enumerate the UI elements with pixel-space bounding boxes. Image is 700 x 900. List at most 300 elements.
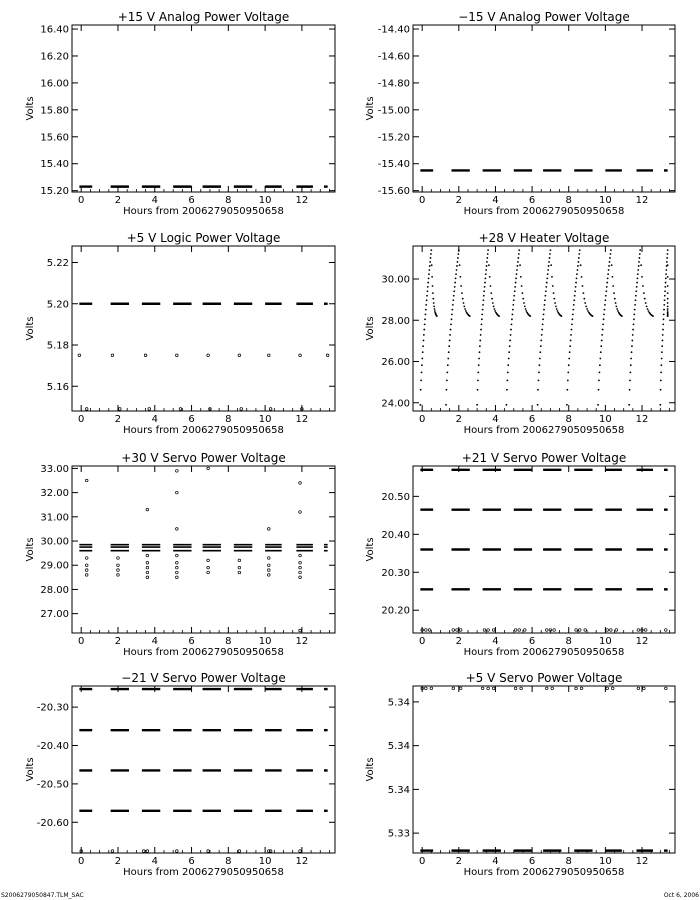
data-point: [425, 629, 428, 632]
data-point: [667, 276, 669, 278]
data-point: [449, 340, 451, 342]
x-tick-label: 8: [565, 195, 572, 206]
x-tick-label: 0: [418, 636, 426, 647]
data-point: [482, 309, 484, 311]
x-tick-label: 8: [565, 636, 572, 647]
data-series-5: [80, 850, 301, 853]
y-tick-label: 5.34: [387, 697, 410, 709]
data-point: [269, 850, 272, 853]
data-point: [494, 310, 496, 312]
data-point: [547, 273, 549, 275]
data-point: [509, 345, 511, 347]
data-series-1: [79, 545, 327, 551]
data-point: [648, 310, 650, 312]
x-tick-label: 2: [114, 414, 122, 425]
data-point: [573, 304, 575, 306]
data-point: [601, 340, 603, 342]
y-axis-label: Volts: [25, 316, 36, 341]
data-point: [602, 329, 604, 331]
x-tick-label: 8: [565, 856, 572, 867]
data-point: [631, 345, 633, 347]
data-point: [520, 276, 522, 278]
data-point: [430, 257, 432, 259]
data-point: [487, 253, 489, 255]
data-point: [615, 629, 618, 632]
data-point: [176, 576, 179, 579]
x-tick-label: 2: [114, 856, 122, 867]
x-tick-label: 4: [492, 636, 499, 647]
data-point: [616, 308, 618, 310]
data-point: [146, 850, 149, 853]
data-point: [576, 277, 578, 279]
data-point: [484, 282, 486, 284]
data-point: [540, 340, 542, 342]
data-point: [269, 408, 272, 411]
data-point: [433, 305, 435, 307]
data-point: [429, 261, 431, 263]
data-point: [506, 404, 508, 406]
data-point: [508, 351, 510, 353]
data-point: [431, 276, 433, 278]
data-point: [452, 629, 455, 632]
data-point: [207, 850, 210, 853]
data-point: [611, 687, 614, 690]
data-point: [638, 261, 640, 263]
x-tick-label: 4: [151, 414, 158, 425]
data-point: [459, 276, 461, 278]
data-point: [457, 253, 459, 255]
data-point: [510, 329, 512, 331]
chart-panel-6: [365, 451, 675, 658]
y-tick-label: 28.00: [381, 315, 410, 327]
data-point: [632, 334, 634, 336]
data-point: [662, 323, 664, 325]
data-point: [667, 315, 669, 317]
data-point: [663, 304, 665, 306]
y-axis-label: Volts: [25, 757, 36, 782]
y-tick-label: 5.34: [387, 741, 410, 753]
data-point: [476, 404, 478, 406]
data-point: [525, 310, 527, 312]
data-point: [629, 389, 631, 391]
data-point: [537, 404, 539, 406]
data-point: [423, 340, 425, 342]
data-point: [238, 566, 241, 569]
x-tick-label: 12: [635, 856, 649, 867]
data-point: [507, 364, 509, 366]
data-point: [644, 629, 647, 632]
plot-frame: [413, 246, 675, 411]
data-point: [419, 404, 421, 406]
data-point: [515, 282, 517, 284]
data-point: [492, 687, 495, 690]
data-point: [425, 304, 427, 306]
data-point: [663, 309, 665, 311]
y-tick-label: -14.80: [377, 78, 410, 90]
data-point: [507, 372, 509, 374]
y-tick-label: 28.00: [40, 584, 69, 596]
data-point: [85, 564, 88, 567]
data-point: [566, 404, 568, 406]
y-tick-label: 30.00: [381, 274, 410, 286]
data-point: [111, 850, 114, 853]
data-point: [436, 315, 438, 317]
data-point: [637, 273, 639, 275]
data-point: [662, 340, 664, 342]
data-point: [607, 277, 609, 279]
data-point: [604, 299, 606, 301]
data-point: [584, 302, 586, 304]
data-point: [176, 491, 179, 494]
data-point: [572, 309, 574, 311]
data-point: [176, 571, 179, 574]
y-tick-label: 5.33: [387, 828, 410, 840]
data-point: [667, 310, 669, 312]
data-series-1: [419, 249, 668, 405]
x-tick-label: 10: [599, 856, 612, 867]
data-point: [664, 299, 666, 301]
y-tick-label: 5.18: [46, 340, 69, 352]
x-tick-label: 6: [528, 636, 536, 647]
y-tick-label: 5.20: [46, 299, 69, 311]
y-tick-label: -15.00: [377, 105, 410, 117]
data-point: [646, 305, 648, 307]
data-point: [645, 302, 647, 304]
data-point: [494, 308, 496, 310]
data-point: [142, 850, 145, 853]
data-point: [631, 351, 633, 353]
x-tick-label: 6: [528, 195, 536, 206]
data-point: [238, 354, 241, 357]
data-point: [207, 566, 210, 569]
data-point: [117, 569, 120, 572]
data-point: [480, 329, 482, 331]
y-tick-label: 26.00: [381, 357, 410, 368]
data-point: [456, 629, 459, 632]
x-axis-label: Hours from 2006279050950658: [463, 647, 625, 658]
data-point: [421, 358, 423, 360]
data-point: [548, 261, 550, 263]
data-point: [428, 273, 430, 275]
data-point: [574, 295, 576, 297]
data-point: [667, 298, 669, 300]
data-point: [665, 282, 667, 284]
data-point: [606, 282, 608, 284]
data-point: [207, 559, 210, 562]
data-point: [238, 850, 241, 853]
data-point: [666, 261, 668, 263]
data-point: [431, 264, 433, 266]
y-tick-label: -14.60: [377, 51, 410, 63]
data-point: [537, 389, 539, 391]
data-point: [599, 358, 601, 360]
data-point: [477, 372, 479, 374]
data-point: [510, 334, 512, 336]
data-point: [176, 470, 179, 473]
data-point: [584, 629, 587, 632]
x-axis-label: Hours from 2006279050950658: [123, 647, 284, 658]
data-point: [635, 290, 637, 292]
data-point: [484, 277, 486, 279]
data-point: [631, 340, 633, 342]
data-point: [207, 467, 210, 470]
data-point: [518, 249, 520, 251]
data-point: [463, 302, 465, 304]
data-point: [299, 629, 302, 632]
chart-title: +30 V Servo Power Voltage: [121, 451, 286, 465]
data-point: [665, 687, 668, 690]
data-point: [453, 295, 455, 297]
chart-title: +28 V Heater Voltage: [478, 231, 610, 245]
data-point: [491, 298, 493, 300]
x-tick-label: 0: [78, 856, 85, 867]
data-point: [422, 351, 424, 353]
x-tick-label: 0: [418, 414, 426, 425]
data-point: [430, 687, 433, 690]
y-tick-label: 31.00: [40, 512, 69, 524]
x-axis-label: Hours from 2006279050950658: [123, 206, 284, 217]
data-point: [571, 318, 573, 320]
data-point: [481, 323, 483, 325]
data-point: [299, 482, 302, 485]
data-point: [630, 358, 632, 360]
data-point: [566, 389, 568, 391]
data-point: [465, 310, 467, 312]
y-tick-label: -15.40: [377, 159, 410, 171]
data-point: [603, 318, 605, 320]
data-point: [176, 850, 179, 853]
data-point: [449, 334, 451, 336]
x-tick-label: 6: [528, 414, 536, 425]
data-point: [639, 253, 641, 255]
data-point: [299, 571, 302, 574]
data-point: [570, 340, 572, 342]
data-point: [569, 351, 571, 353]
data-point: [486, 261, 488, 263]
data-point: [451, 318, 453, 320]
data-point: [609, 257, 611, 259]
data-point: [522, 292, 524, 294]
data-point: [511, 314, 513, 316]
data-point: [517, 257, 519, 259]
data-point: [486, 265, 488, 267]
y-tick-label: 20.20: [381, 605, 410, 617]
data-point: [146, 566, 149, 569]
data-point: [633, 318, 635, 320]
x-tick-label: 8: [225, 636, 232, 647]
y-axis-label: Volts: [25, 537, 36, 562]
data-point: [509, 340, 511, 342]
data-point: [637, 687, 640, 690]
chart-panel-4: [365, 231, 675, 436]
data-point: [207, 571, 210, 574]
data-point: [667, 264, 669, 266]
data-point: [567, 380, 569, 382]
data-point: [493, 305, 495, 307]
data-point: [514, 290, 516, 292]
data-point: [299, 354, 302, 357]
data-point: [478, 358, 480, 360]
x-tick-label: 10: [258, 414, 272, 425]
data-point: [636, 286, 638, 288]
data-point: [458, 249, 460, 251]
data-point: [176, 528, 179, 531]
data-point: [420, 389, 422, 391]
data-point: [421, 372, 423, 374]
data-point: [483, 290, 485, 292]
data-point: [425, 309, 427, 311]
y-axis-label: Volts: [365, 96, 376, 121]
data-point: [606, 629, 609, 632]
data-point: [585, 305, 587, 307]
data-point: [512, 304, 514, 306]
x-tick-label: 10: [258, 636, 272, 647]
x-tick-label: 2: [455, 636, 462, 647]
data-point: [598, 380, 600, 382]
x-tick-label: 10: [258, 856, 272, 867]
data-point: [424, 323, 426, 325]
data-point: [457, 257, 459, 259]
y-tick-label: 5.16: [46, 381, 69, 393]
x-tick-label: 0: [78, 414, 85, 425]
data-point: [117, 574, 120, 577]
y-axis-label: Volts: [365, 537, 376, 562]
y-tick-label: 15.60: [40, 132, 69, 144]
data-point: [477, 380, 479, 382]
data-point: [629, 380, 631, 382]
data-point: [667, 305, 669, 307]
data-point: [456, 269, 458, 271]
data-point: [506, 380, 508, 382]
chart-title: −21 V Servo Power Voltage: [121, 671, 286, 685]
x-tick-label: 2: [455, 856, 462, 867]
data-point: [664, 290, 666, 292]
data-point: [587, 310, 589, 312]
data-point: [662, 329, 664, 331]
data-point: [661, 345, 663, 347]
data-point: [176, 566, 179, 569]
data-series-2: [78, 354, 329, 357]
data-point: [238, 559, 241, 562]
data-point: [78, 354, 81, 357]
data-point: [615, 305, 617, 307]
chart-panel-5: [25, 451, 335, 658]
data-point: [541, 334, 543, 336]
data-point: [612, 276, 614, 278]
data-point: [267, 574, 270, 577]
data-point: [432, 298, 434, 300]
data-point: [543, 314, 545, 316]
data-point: [637, 629, 640, 632]
footer-filename: S2006279050847.TLM_SAC: [1, 892, 84, 899]
data-point: [567, 372, 569, 374]
data-point: [543, 309, 545, 311]
data-point: [606, 286, 608, 288]
data-point: [488, 264, 490, 266]
data-point: [661, 351, 663, 353]
data-point: [429, 265, 431, 267]
data-point: [519, 264, 521, 266]
data-point: [664, 286, 666, 288]
data-point: [637, 269, 639, 271]
chart-panel-8: [365, 671, 675, 878]
data-point: [636, 282, 638, 284]
data-point: [459, 629, 462, 632]
data-point: [450, 323, 452, 325]
data-point: [85, 557, 88, 560]
data-point: [667, 308, 669, 310]
y-tick-label: 15.40: [40, 159, 69, 171]
data-series-5: [421, 629, 667, 632]
data-point: [238, 571, 241, 574]
data-point: [299, 850, 302, 853]
data-point: [602, 323, 604, 325]
data-point: [461, 292, 463, 294]
data-point: [551, 687, 554, 690]
data-point: [434, 310, 436, 312]
data-point: [662, 334, 664, 336]
data-point: [613, 292, 615, 294]
data-point: [608, 269, 610, 271]
data-point: [547, 269, 549, 271]
data-point: [610, 253, 612, 255]
data-point: [477, 389, 479, 391]
y-tick-label: 20.40: [381, 529, 410, 541]
data-point: [513, 295, 515, 297]
data-point: [457, 261, 459, 263]
y-tick-label: 5.34: [387, 784, 410, 796]
data-point: [544, 295, 546, 297]
chart-panel-1: [25, 10, 335, 217]
data-point: [608, 265, 610, 267]
y-tick-label: 15.20: [40, 186, 69, 198]
data-point: [448, 351, 450, 353]
x-tick-label: 10: [599, 195, 612, 206]
x-tick-label: 4: [492, 414, 499, 425]
data-point: [426, 295, 428, 297]
data-point: [146, 508, 149, 511]
data-point: [119, 408, 122, 411]
x-tick-label: 0: [78, 636, 85, 647]
data-point: [179, 408, 182, 411]
y-tick-label: 27.00: [40, 609, 69, 621]
data-point: [568, 364, 570, 366]
data-point: [426, 290, 428, 292]
data-point: [659, 404, 661, 406]
data-point: [451, 309, 453, 311]
data-point: [582, 285, 584, 287]
y-tick-label: 32.00: [40, 488, 69, 500]
data-point: [513, 299, 515, 301]
data-point: [267, 569, 270, 572]
data-point: [460, 285, 462, 287]
data-point: [660, 389, 662, 391]
y-tick-label: 24.00: [381, 398, 410, 410]
data-point: [433, 302, 435, 304]
data-point: [542, 318, 544, 320]
data-point: [550, 264, 552, 266]
data-point: [207, 354, 210, 357]
data-point: [481, 687, 484, 690]
data-point: [660, 380, 662, 382]
x-tick-label: 0: [418, 856, 426, 867]
x-tick-label: 10: [599, 636, 612, 647]
chart-panel-7: [25, 671, 335, 878]
y-tick-label: 30.00: [40, 536, 69, 548]
data-point: [146, 554, 149, 557]
x-tick-label: 2: [114, 195, 122, 206]
data-point: [546, 282, 548, 284]
